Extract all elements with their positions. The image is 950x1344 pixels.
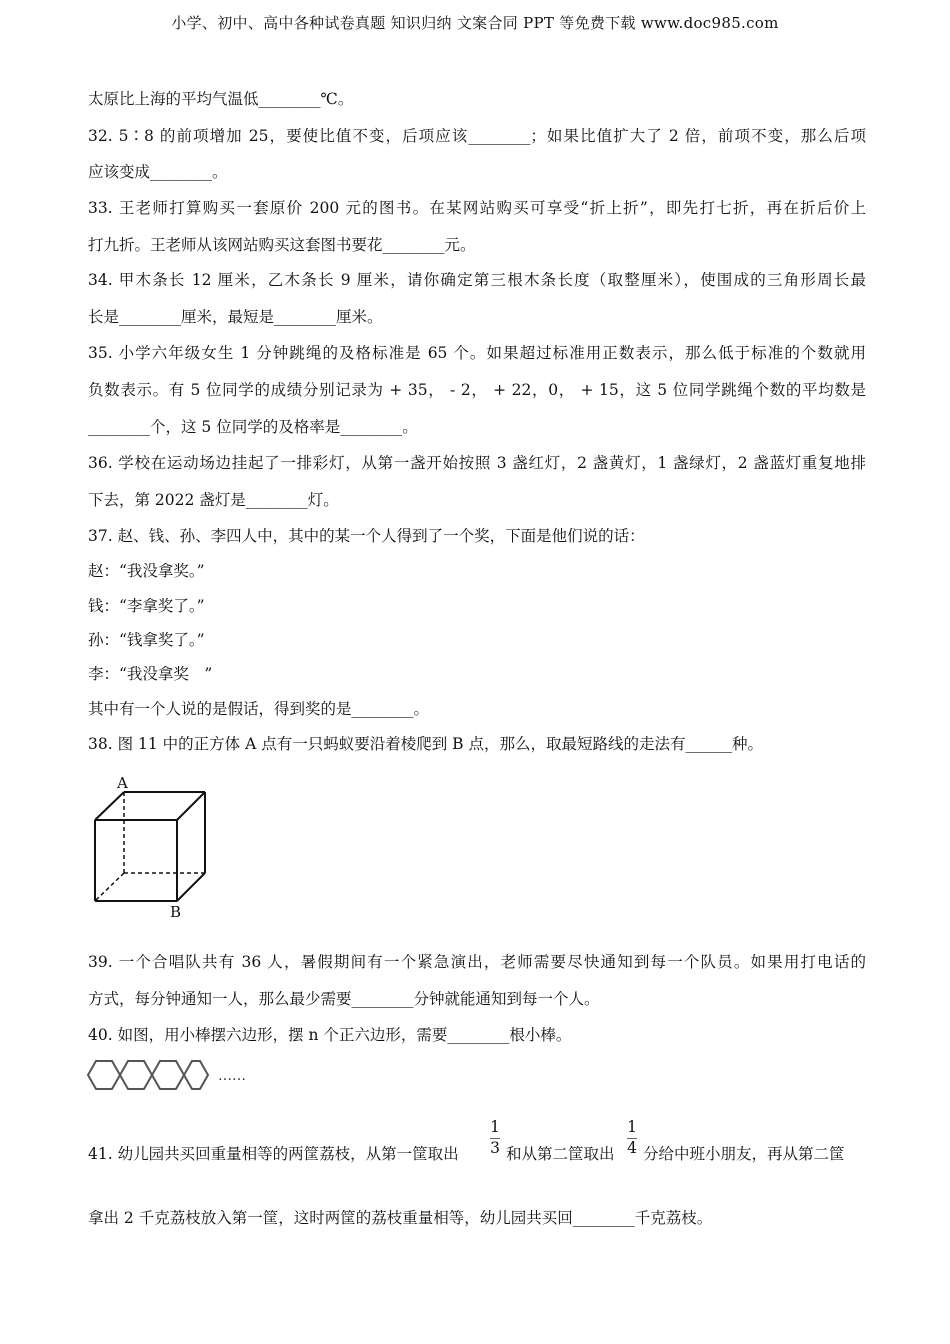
q33-line1: 33. 王老师打算购买一套原价 200 元的图书。在某网站购买可享受“折上折”，即先打七折，再在折后价上: [88, 199, 866, 217]
q37-sun: 孙：“钱拿奖了。”: [88, 631, 205, 649]
q37-line1: 37. 赵、钱、孙、李四人中，其中的某一个人得到了一个奖，下面是他们说的话：: [88, 527, 645, 545]
q35-line3: ________个，这 5 位同学的及格率是________。: [88, 418, 418, 436]
q36-line2: 下去，第 2022 盏灯是________灯。: [88, 491, 339, 509]
hexagon-figure: [86, 1056, 266, 1096]
q37-zhao: 赵：“我没拿奖。”: [88, 562, 205, 580]
cube-label-b: B: [170, 903, 182, 921]
q40-line1: 40. 如图，用小棒摆六边形，摆 n 个正六边形，需要________根小棒。: [88, 1026, 572, 1044]
fraction-denominator: 4: [627, 1139, 637, 1157]
fraction-numerator: 1: [627, 1118, 637, 1136]
page-header: 小学、初中、高中各种试卷真题 知识归纳 文案合同 PPT 等免费下载 www.doc985.com: [171, 14, 779, 32]
q37-li: 李：“我没拿奖 ”: [88, 665, 213, 683]
hexagon-ellipsis: ……: [218, 1068, 246, 1084]
q32-line1: 32. 5∶8 的前项增加 25，要使比值不变，后项应该________；如果比值扩大了 2 倍，前项不变，那么后项: [88, 127, 866, 145]
q41-part1: 41. 幼儿园共买回重量相等的两筐荔枝，从第一筐取出: [88, 1145, 459, 1163]
q37-qian: 钱：“李拿奖了。”: [88, 597, 205, 615]
cube-figure: [88, 772, 218, 922]
q38-line1: 38. 图 11 中的正方体 A 点有一只蚂蚁要沿着棱爬到 B 点，那么，取最短路线的走法有______种。: [88, 735, 763, 753]
fraction-denominator: 3: [490, 1139, 500, 1157]
q34-line2: 长是________厘米，最短是________厘米。: [88, 308, 383, 326]
fraction-one-third: [488, 1118, 502, 1157]
q35-line1: 35. 小学六年级女生 1 分钟跳绳的及格标准是 65 个。如果超过标准用正数表示，那么低于标准的个数就用: [88, 344, 866, 362]
fraction-numerator: 1: [490, 1118, 500, 1136]
q41-part3: 分给中班小朋友，再从第二筐: [643, 1145, 845, 1163]
q36-line1: 36. 学校在运动场边挂起了一排彩灯，从第一盏开始按照 3 盏红灯，2 盏黄灯，1 盏绿灯，2 盏蓝灯重复地排: [88, 454, 866, 472]
q37-conclusion: 其中有一个人说的是假话，得到奖的是________。: [88, 700, 430, 718]
q41-part2: 和从第二筐取出: [506, 1145, 615, 1163]
q39-line2: 方式，每分钟通知一人，那么最少需要________分钟就能通知到每一个人。: [88, 990, 600, 1008]
q32-line2: 应该变成________。: [88, 163, 228, 181]
q33-line2: 打九折。王老师从该网站购买这套图书要花________元。: [88, 236, 476, 254]
q34-line1: 34. 甲木条长 12 厘米，乙木条长 9 厘米，请你确定第三根木条长度（取整厘米），使围成的三角形周长最: [88, 271, 866, 289]
q31-continuation: 太原比上海的平均气温低________℃。: [88, 90, 354, 108]
q41-line2: 拿出 2 千克荔枝放入第一筐，这时两筐的荔枝重量相等，幼儿园共买回________千克荔枝。: [88, 1209, 713, 1227]
fraction-one-fourth: [625, 1118, 639, 1157]
q39-line1: 39. 一个合唱队共有 36 人，暑假期间有一个紧急演出，老师需要尽快通知到每一个队员。如果用打电话的: [88, 953, 866, 971]
cube-label-a: A: [117, 774, 128, 792]
q35-line2: 负数表示。有 5 位同学的成绩分别记录为 + 35， - 2， + 22，0， + 15，这 5 位同学跳绳个数的平均数是: [88, 381, 866, 399]
